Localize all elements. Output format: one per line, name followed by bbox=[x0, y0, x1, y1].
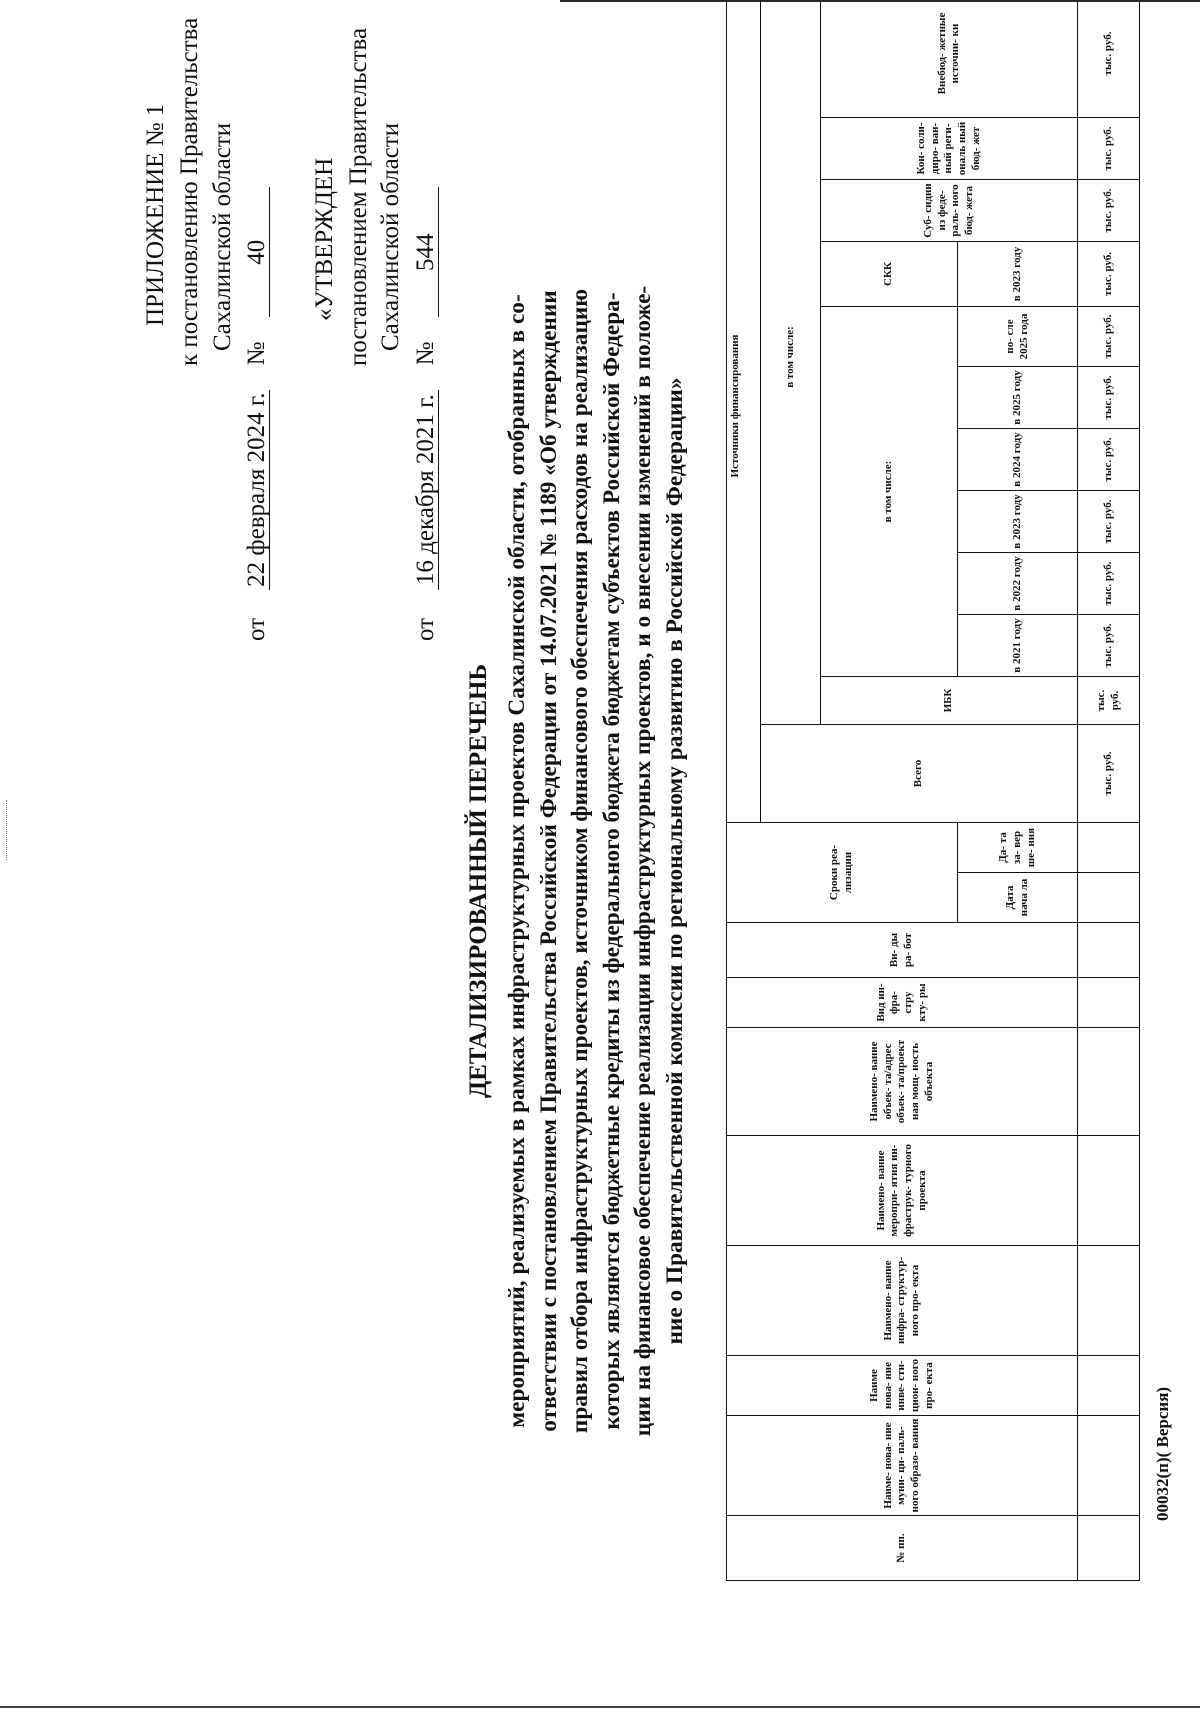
unit-subsidy: тыс. руб. bbox=[1078, 180, 1140, 242]
approved-number-label: № bbox=[412, 341, 439, 366]
unit-extrabudget: тыс. руб. bbox=[1078, 0, 1140, 118]
unit-cell bbox=[1078, 1246, 1140, 1356]
year-2024-header: в 2024 году bbox=[958, 429, 1078, 491]
subtitle-line: ции на финансовое обеспечение реализации инфраструктурных проектов, и о внесении изменений в положе- bbox=[630, 285, 656, 1437]
unit-cell bbox=[1078, 1516, 1140, 1581]
unit-2024: тыс. руб. bbox=[1078, 429, 1140, 491]
subtitle-line: мероприятий, реализуемых в рамках инфраструктурных проектов Сахалинской области, отобранных в со- bbox=[504, 294, 530, 1428]
unit-cell bbox=[1078, 873, 1140, 923]
col-terms-header: Сроки реа- лизации bbox=[727, 823, 958, 923]
total-header: Всего bbox=[761, 725, 1078, 823]
start-date-header: Дата нача ла bbox=[958, 873, 1078, 923]
unit-cell bbox=[1078, 1028, 1140, 1136]
unit-consolidated: тыс. руб. bbox=[1078, 118, 1140, 180]
col-municipality-header: Наиме- нова- ние муни- ци- паль- ного образо- вания bbox=[727, 1416, 1078, 1516]
unit-cell bbox=[1078, 1136, 1140, 1246]
unit-cell bbox=[1078, 1416, 1140, 1516]
document-subtitle bbox=[502, 121, 691, 1601]
approved-date: 16 декабря 2021 г. bbox=[413, 390, 439, 590]
col-object-header: Наимено- вание объек- та/адрес объек- та/проект ная мощ- ность объекта bbox=[727, 1028, 1078, 1136]
col-investment-project-header: Наиме нова- ние инве- сти- цион- ного про- екта bbox=[727, 1356, 1078, 1416]
unit-2021: тыс. руб. bbox=[1078, 615, 1140, 677]
appendix-date-line bbox=[244, 187, 270, 641]
unit-2022: тыс. руб. bbox=[1078, 553, 1140, 615]
subtitle-line: правил отбора инфраструктурных проектов, источником финансового обеспечения расходов на реализацию bbox=[567, 288, 593, 1434]
subtitle-line: которых являются бюджетные кредиты из федерального бюджета бюджетам субъектов Российской Федера- bbox=[598, 292, 625, 1430]
unit-2025: тыс. руб. bbox=[1078, 367, 1140, 429]
ibk-header: ИБК bbox=[821, 677, 1078, 725]
appendix-to-line: к постановлению Правительства bbox=[176, 17, 203, 366]
year-2023-header: в 2023 году bbox=[958, 491, 1078, 553]
appendix-from-label: от bbox=[243, 617, 270, 641]
unit-ibk: тыс. руб. bbox=[1078, 677, 1140, 725]
funding-sources-header: Источники финансирования bbox=[727, 0, 761, 823]
subtitle-line: ответствии с постановлением Правительства Российской Федерации от 14.07.2021 № 1189 «Об утверждении bbox=[535, 290, 562, 1432]
unit-total: тыс. руб. bbox=[1078, 725, 1140, 823]
skk-header: СКК bbox=[821, 242, 958, 307]
consolidated-budget-header: Кон- соли- диро- ван- ный реги- ональ ный бюд- жет bbox=[821, 118, 1078, 180]
unit-after-2025: тыс. руб. bbox=[1078, 307, 1140, 367]
skk-2023-header: в 2023 году bbox=[958, 242, 1078, 307]
year-2021-header: в 2021 году bbox=[958, 615, 1078, 677]
year-2025-header: в 2025 году bbox=[958, 367, 1078, 429]
unit-skk-2023: тыс. руб. bbox=[1078, 242, 1140, 307]
appendix-number: 40 bbox=[244, 187, 270, 317]
extrabudget-header: Внебюд- жетные источни- ки bbox=[821, 0, 1078, 118]
subsidy-header: Суб- сидии из феде- раль- ного бюд- жета bbox=[821, 180, 1078, 242]
appendix-date: 22 февраля 2024 г. bbox=[244, 390, 270, 590]
col-no-header: № пп. bbox=[727, 1516, 1078, 1581]
approved-number: 544 bbox=[413, 187, 439, 317]
unit-cell bbox=[1078, 1356, 1140, 1416]
including-header: в том числе: bbox=[761, 0, 821, 725]
col-work-type-header: Ви- ды ра- бот bbox=[727, 923, 1078, 978]
document-title: ДЕТАЛИЗИРОВАННЫЙ ПЕРЕЧЕНЬ bbox=[465, 664, 492, 1098]
col-infra-project-header: Наимено- вание инфра- структур- ного про- екта bbox=[727, 1246, 1078, 1356]
unit-cell bbox=[1078, 923, 1140, 978]
footer-version: 00032(п)( Версия) bbox=[1153, 1386, 1172, 1521]
approved-date-line bbox=[413, 187, 439, 641]
unit-2023: тыс. руб. bbox=[1078, 491, 1140, 553]
approved-title: «УТВЕРЖДЕН bbox=[311, 157, 338, 321]
col-event-header: Наимено- вание меропри- ятия ин- фраструк- турного проекта bbox=[727, 1136, 1078, 1246]
funding-table bbox=[726, 0, 1140, 1581]
approved-by-line: постановлением Правительства bbox=[345, 27, 372, 366]
unit-cell bbox=[1078, 823, 1140, 873]
col-infra-type-header: Вид ин- фра- стру кту- ры bbox=[727, 978, 1078, 1028]
end-date-header: Да- та за- вер ше- ния bbox=[958, 823, 1078, 873]
unit-cell bbox=[1078, 978, 1140, 1028]
appendix-region: Сахалинской области bbox=[209, 122, 236, 351]
appendix-title: ПРИЛОЖЕНИЕ № 1 bbox=[142, 103, 169, 326]
approved-from-label: от bbox=[412, 617, 439, 641]
appendix-number-label: № bbox=[243, 341, 270, 366]
ibk-including-header: в том числе: bbox=[821, 307, 958, 677]
after-2025-header: по- сле 2025 года bbox=[958, 307, 1078, 367]
approved-region: Сахалинской области bbox=[377, 122, 404, 351]
subtitle-line: ние о Правительственной комиссии по региональному развитию в Российской Федерации» bbox=[661, 377, 688, 1345]
year-2022-header: в 2022 году bbox=[958, 553, 1078, 615]
